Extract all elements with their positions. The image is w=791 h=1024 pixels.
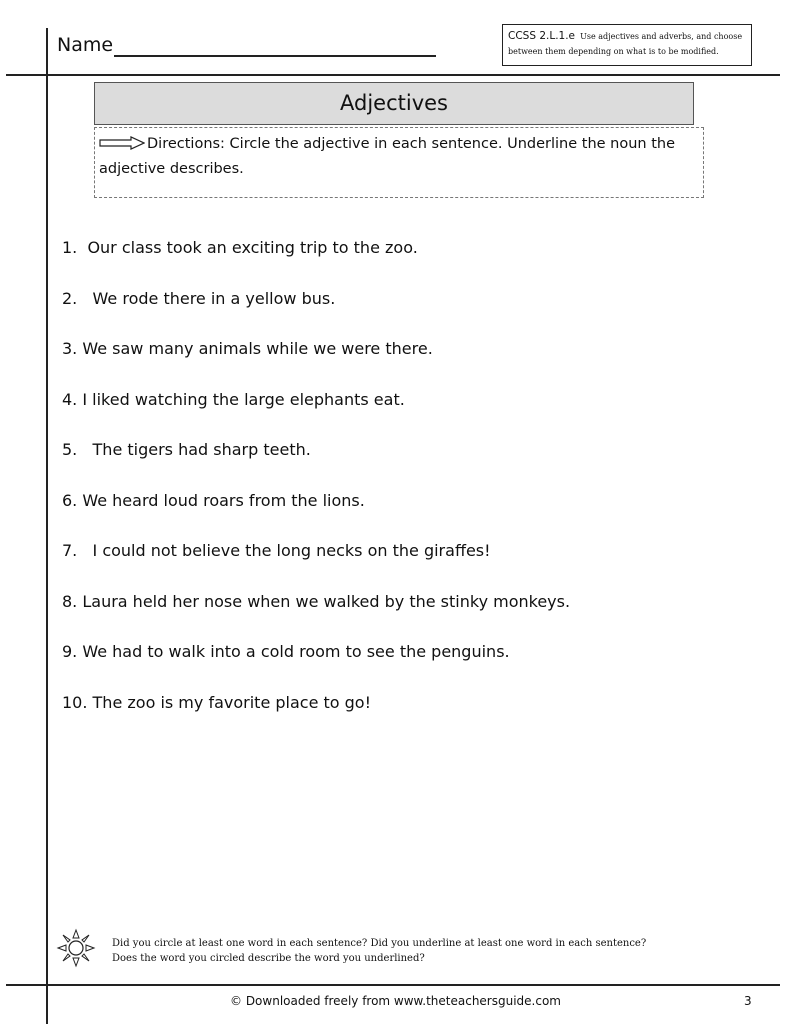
page-number: 3 — [744, 994, 752, 1008]
sentence-item[interactable]: 10. The zoo is my favorite place to go! — [62, 692, 372, 712]
margin-vertical-line — [46, 28, 48, 1024]
sun-icon — [56, 928, 96, 972]
sentence-item[interactable]: 4. I liked watching the large elephants eat. — [62, 389, 405, 409]
sentence-item[interactable]: 1. Our class took an exciting trip to the zoo. — [62, 238, 418, 257]
footer-credit: © Downloaded freely from www.theteachersguide.com — [230, 994, 561, 1008]
name-label: Name — [57, 34, 114, 56]
ccss-standard-box — [502, 24, 752, 66]
directions-text: Directions: Circle the adjective in each sentence. Underline the noun the adjective describes. — [99, 136, 676, 177]
sentence-item[interactable]: 3. We saw many animals while we were there. — [62, 339, 433, 358]
sentence-item[interactable]: 8. Laura held her nose when we walked by the stinky monkeys. — [62, 591, 571, 611]
self-check-line-1: Did you circle at least one word in each sentence? Did you underline at least one word in each sentence? — [112, 938, 647, 949]
sentence-item[interactable]: 6. We heard loud roars from the lions. — [62, 490, 365, 510]
directions-box — [94, 127, 704, 198]
sentence-item[interactable]: 9. We had to walk into a cold room to see the penguins. — [62, 642, 510, 661]
self-check-text — [112, 936, 712, 966]
name-write-line[interactable] — [114, 55, 436, 57]
ccss-code: CCSS 2.L.1.e — [508, 30, 576, 42]
outline-arrow-right-icon — [99, 135, 145, 158]
sentence-item[interactable]: 7. I could not believe the long necks on the giraffes! — [62, 541, 491, 560]
header-divider-line — [6, 74, 780, 76]
sentence-item[interactable]: 2. We rode there in a yellow bus. — [62, 288, 336, 308]
ccss-description: Use adjectives and adverbs, and choose between them depending on what is to be modified. — [508, 32, 743, 56]
sentence-item[interactable]: 5. The tigers had sharp teeth. — [62, 440, 311, 459]
sentence-list — [62, 238, 570, 743]
worksheet-title: Adjectives — [94, 82, 694, 125]
footer-divider-line — [6, 984, 780, 986]
self-check-line-2: Does the word you circled describe the word you underlined? — [112, 953, 425, 964]
